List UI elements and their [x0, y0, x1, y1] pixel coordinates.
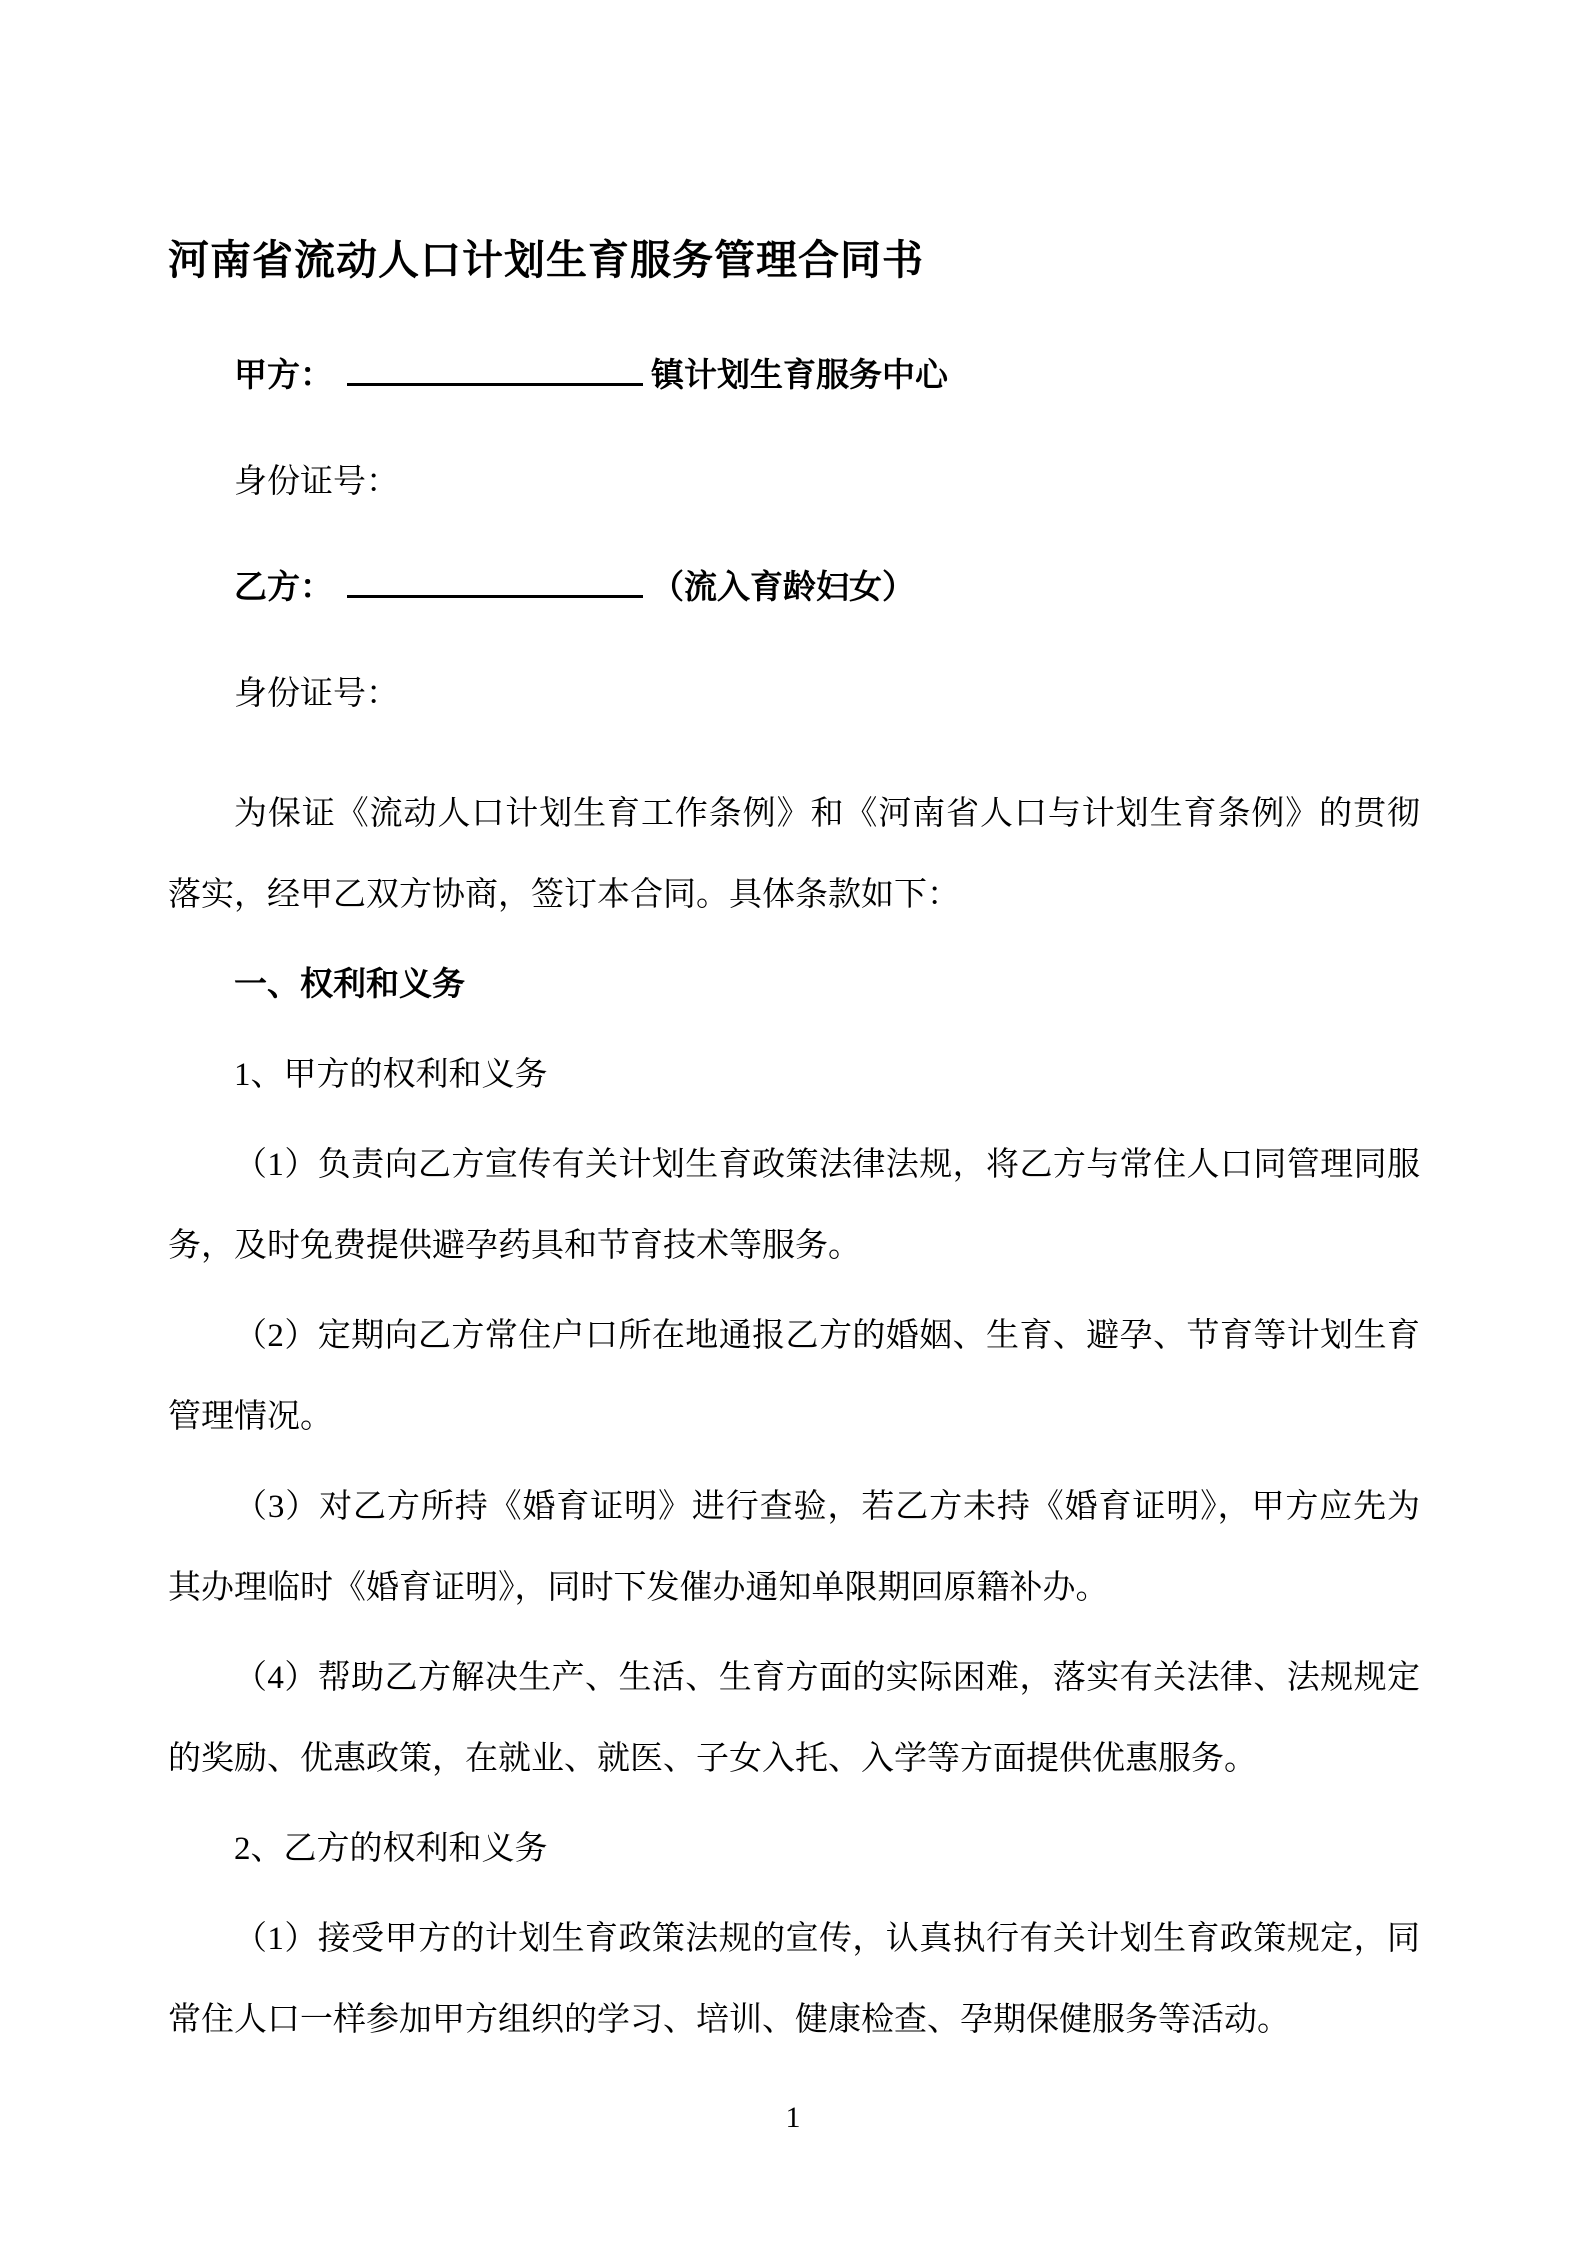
document-title: 河南省流动人口计划生育服务管理合同书	[168, 237, 924, 283]
party-b-duties-heading: 2、乙方的权利和义务	[234, 1831, 548, 1867]
party-b-blank-field	[347, 562, 643, 598]
contract-clause: （1）接受甲方的计划生育政策法规的宣传，认真执行有关计划生育政策规定，同常住人口一样参加甲方组织的学习、培训、健康检查、孕期保健服务等活动。	[168, 1921, 1420, 2038]
party-a-suffix: 镇计划生育服务中心	[651, 358, 948, 394]
party-b-clauses	[168, 1899, 1420, 2061]
contract-clause: （2）定期向乙方常住户口所在地通报乙方的婚姻、生育、避孕、节育等计划生育管理情况。	[168, 1318, 1420, 1435]
party-a-blank-field	[347, 350, 643, 386]
party-b-line	[168, 562, 1420, 614]
party-a-clauses	[168, 1125, 1420, 1800]
party-a-label: 甲方：	[234, 358, 333, 394]
party-b-label: 乙方：	[234, 570, 333, 606]
party-a-id-label: 身份证号：	[234, 464, 399, 500]
party-a-duties-heading: 1、甲方的权利和义务	[234, 1057, 548, 1093]
party-b-suffix: （流入育龄妇女）	[651, 570, 915, 606]
contract-clause: （4）帮助乙方解决生产、生活、生育方面的实际困难，落实有关法律、法规规定的奖励、优惠政策，在就业、就医、子女入托、入学等方面提供优惠服务。	[168, 1660, 1420, 1777]
party-a-line	[168, 350, 1420, 402]
intro-paragraph: 为保证《流动人口计划生育工作条例》和《河南省人口与计划生育条例》的贯彻落实，经甲乙双方协商，签订本合同。具体条款如下：	[168, 796, 1420, 913]
page-number: 1	[785, 2101, 801, 2134]
contract-clause: （3）对乙方所持《婚育证明》进行查验，若乙方未持《婚育证明》，甲方应先为其办理临时《婚育证明》，同时下发催办通知单限期回原籍补办。	[168, 1489, 1420, 1606]
contract-clause: （1）负责向乙方宣传有关计划生育政策法律法规，将乙方与常住人口同管理同服务，及时免费提供避孕药具和节育技术等服务。	[168, 1147, 1420, 1264]
party-b-id-label: 身份证号：	[234, 676, 399, 712]
section-1-heading: 一、权利和义务	[234, 967, 465, 1003]
